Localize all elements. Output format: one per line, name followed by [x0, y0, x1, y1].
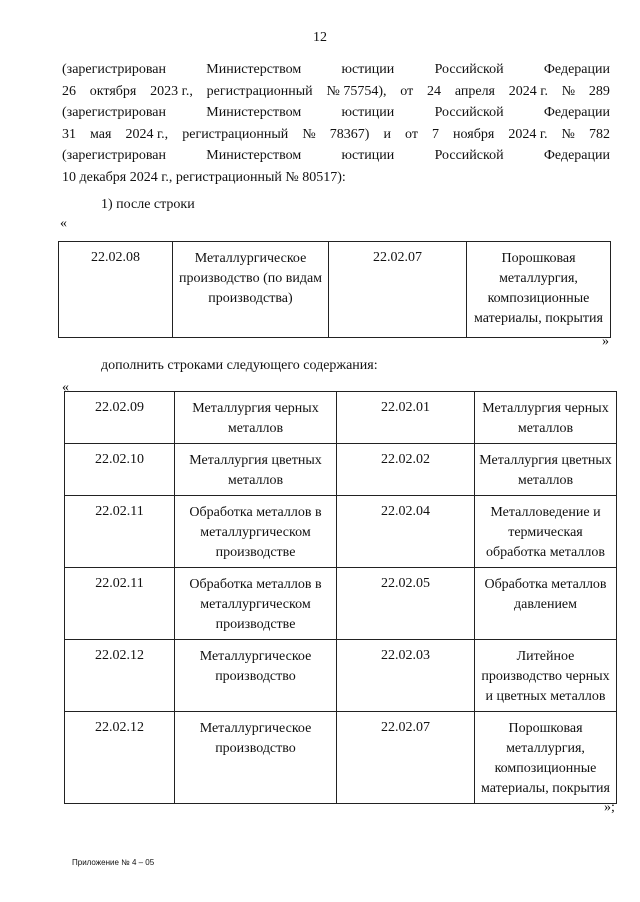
- intro-word: юстиции: [341, 105, 395, 120]
- prev-name-cell: Металловедение и термическая обработка металлов: [475, 496, 617, 568]
- table-row: [65, 392, 617, 444]
- intro-word: №: [302, 126, 316, 142]
- intro-line-last: 10 декабря 2024 г., регистрационный № 80517):: [62, 169, 346, 185]
- intro-word: регистрационный: [206, 83, 313, 99]
- prev-code-cell: 22.02.02: [337, 444, 475, 496]
- intro-word: 26: [62, 83, 76, 99]
- code-cell: 22.02.12: [65, 712, 175, 804]
- intro-word: 2024 г.: [508, 83, 548, 99]
- intro-word: от: [400, 83, 414, 99]
- prev-name-cell: Металлургия черных металлов: [475, 392, 617, 444]
- prev-name-cell: Обработка металлов давлением: [475, 568, 617, 640]
- intro-word: октября: [89, 83, 137, 99]
- prev-code-cell: 22.02.05: [337, 568, 475, 640]
- intro-word: юстиции: [341, 148, 395, 163]
- table-row: [65, 640, 617, 712]
- prev-name-cell: Литейное производство черных и цветных металлов: [475, 640, 617, 712]
- open-quote: «: [62, 380, 69, 395]
- code-cell: 22.02.09: [65, 392, 175, 444]
- prev-code-cell: 22.02.03: [337, 640, 475, 712]
- intro-line: [62, 59, 610, 81]
- name-cell: Металлургическое производство: [175, 712, 337, 804]
- page-number: 12: [313, 30, 327, 45]
- intro-word: Российской: [434, 62, 504, 77]
- name-cell: Обработка металлов в металлургическом производстве: [175, 568, 337, 640]
- intro-word: Министерством: [206, 148, 302, 163]
- name-cell: Металлургия цветных металлов: [175, 444, 337, 496]
- intro-word: Российской: [434, 105, 504, 120]
- intro-word: 2023 г.,: [150, 83, 193, 99]
- intro-word: регистрационный: [182, 126, 289, 142]
- table-row: [65, 444, 617, 496]
- open-quote: «: [60, 216, 67, 231]
- intro-word: 289: [588, 83, 610, 99]
- prev-code-cell: 22.02.04: [337, 496, 475, 568]
- intro-paragraph: [62, 59, 610, 188]
- name-cell: Металлургическое производство (по видам производства): [173, 242, 329, 338]
- name-cell: Металлургическое производство: [175, 640, 337, 712]
- name-cell: Металлургия черных металлов: [175, 392, 337, 444]
- intro-word: 7: [431, 126, 439, 142]
- list-item-after-row: 1) после строки: [101, 197, 195, 212]
- code-cell: 22.02.12: [65, 640, 175, 712]
- code-cell: 22.02.11: [65, 568, 175, 640]
- prev-code-cell: 22.02.01: [337, 392, 475, 444]
- intro-word: Федерации: [543, 148, 610, 163]
- intro-word: Министерством: [206, 62, 302, 77]
- intro-word: и: [383, 126, 391, 142]
- prev-name-cell: Металлургия цветных металлов: [475, 444, 617, 496]
- intro-word: ноября: [453, 126, 495, 142]
- intro-line: [62, 124, 610, 146]
- intro-word: №: [561, 83, 576, 99]
- intro-word: Федерации: [543, 105, 610, 120]
- intro-word: 2024 г.,: [125, 126, 169, 142]
- intro-word: мая: [90, 126, 112, 142]
- table-row: [65, 712, 617, 804]
- intro-word: 78367): [329, 126, 370, 142]
- name-cell: Обработка металлов в металлургическом производстве: [175, 496, 337, 568]
- table-row: [59, 242, 611, 338]
- intro-word: Федерации: [543, 62, 610, 77]
- intro-word: (зарегистрирован: [62, 148, 166, 163]
- code-cell: 22.02.11: [65, 496, 175, 568]
- code-cell: 22.02.08: [59, 242, 173, 338]
- close-quote: »: [602, 334, 609, 349]
- intro-word: Российской: [434, 148, 504, 163]
- intro-word: (зарегистрирован: [62, 105, 166, 120]
- added-rows-table: [64, 391, 617, 804]
- intro-word: апреля: [454, 83, 495, 99]
- prev-code-cell: 22.02.07: [329, 242, 467, 338]
- intro-word: №: [561, 126, 575, 142]
- intro-line: [62, 145, 610, 167]
- intro-word: юстиции: [341, 62, 395, 77]
- prev-code-cell: 22.02.07: [337, 712, 475, 804]
- intro-line: [62, 81, 610, 103]
- prev-name-cell: Порошковая металлургия, композиционные материалы, покрытия: [475, 712, 617, 804]
- intro-word: (зарегистрирован: [62, 62, 166, 77]
- supplement-instruction: дополнить строками следующего содержания:: [101, 358, 378, 373]
- intro-word: 24: [427, 83, 442, 99]
- intro-word: 2024 г.: [508, 126, 548, 142]
- intro-word: № 75754),: [326, 83, 387, 99]
- intro-line: [62, 102, 610, 124]
- table-row: [65, 568, 617, 640]
- intro-word: 782: [588, 126, 610, 142]
- original-row-table: [58, 241, 611, 338]
- prev-name-cell: Порошковая металлургия, композиционные материалы, покрытия: [467, 242, 611, 338]
- intro-word: 31: [62, 126, 76, 142]
- code-cell: 22.02.10: [65, 444, 175, 496]
- intro-word: Министерством: [206, 105, 302, 120]
- intro-word: от: [405, 126, 418, 142]
- table-row: [65, 496, 617, 568]
- close-quote: »;: [604, 800, 615, 815]
- footer-attachment-label: Приложение № 4 – 05: [72, 858, 155, 867]
